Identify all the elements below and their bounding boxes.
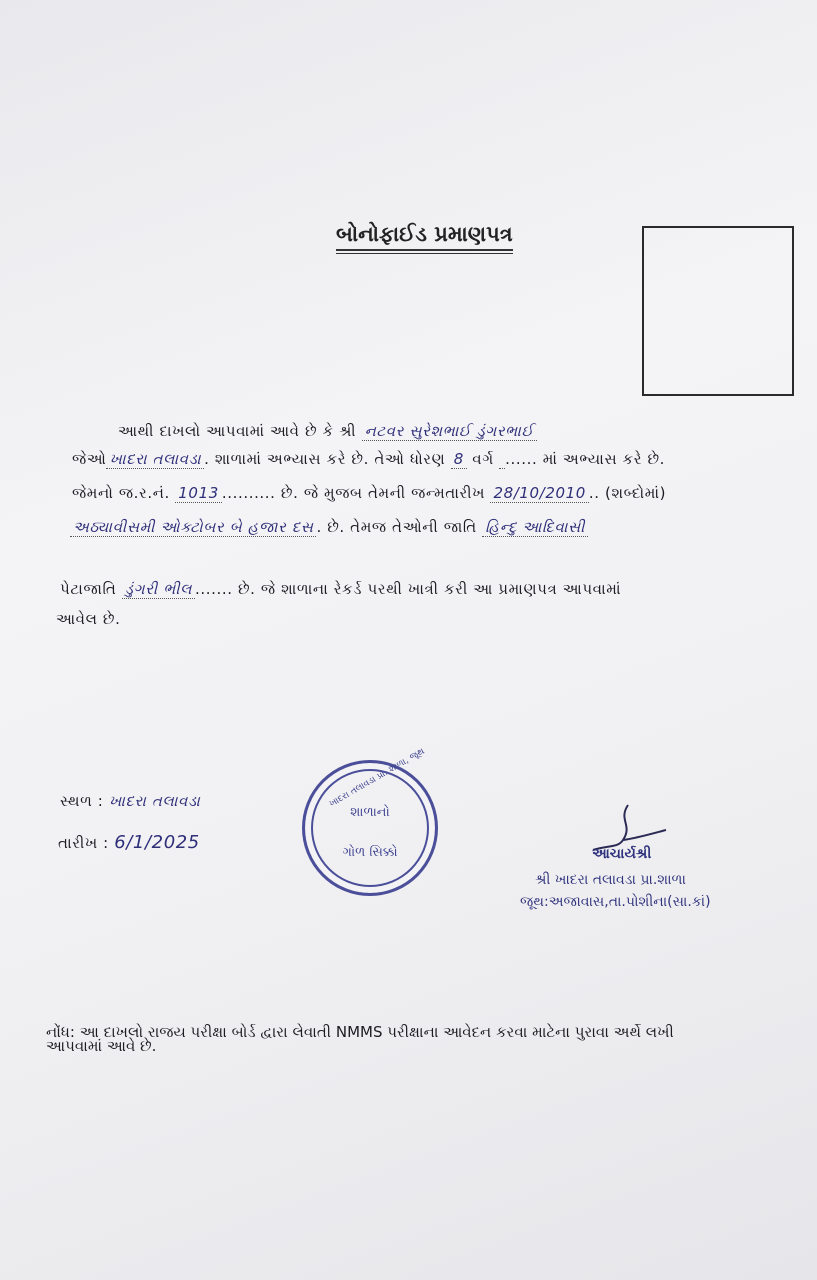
signatory-address: જૂથ:અજાવાસ,તા.પોશીના(સા.કાં) xyxy=(520,894,711,910)
place-row xyxy=(60,792,200,810)
line5-end: છે. જે શાળાના રેકર્ડ પરથી ખાત્રી કરી આ પ્રમાણપત્ર આપવામાં xyxy=(237,580,622,598)
dob-in-words: અઠ્યાવીસમી ઓક્ટોબર બે હજાર દસ xyxy=(70,518,316,537)
footer-note-line-2: આપવામાં આવે છે. xyxy=(46,1037,157,1055)
date-label: તારીખ : xyxy=(58,834,109,852)
photo-box xyxy=(642,226,794,396)
line3-prefix: જેમનો જ.ર.નં. xyxy=(72,484,170,502)
date-row xyxy=(58,832,200,853)
caste-value: હિન્દુ આદિવાસી xyxy=(482,518,588,537)
line2-mid: શાળામાં અભ્યાસ કરે છે. તેઓ ધોરણ xyxy=(214,450,446,468)
signatory-school: શ્રી ખાદરા તલાવડા પ્રા.શાળા xyxy=(535,872,686,888)
body-line-6: આવેલ છે. xyxy=(56,610,121,628)
body-line-3: જેમનો જ.ર.નં. 1013 .......... છે. જે મુજબ તેમની જન્મતારીખ 28/10/2010 .. (શબ્દોમાં) xyxy=(72,484,667,502)
division-value xyxy=(499,450,505,469)
stamp-line-2: ગોળ સિક્કો xyxy=(342,845,398,860)
line5-prefix: પેટાજાતિ xyxy=(60,580,117,598)
school-round-stamp xyxy=(302,746,438,896)
body-line-5: પેટાજાતિ ડુંગરી ભીલ ....... છે. જે શાળાના રેકર્ડ પરથી ખાત્રી કરી આ પ્રમાણપત્ર આપવામાં xyxy=(60,580,622,598)
signatory-title: આચાર્યશ્રી xyxy=(592,846,652,862)
school-name-handwritten: ખાદરા તલાવડા xyxy=(106,450,204,469)
line2-mid2: વર્ગ xyxy=(472,450,494,468)
line2-end: માં અભ્યાસ કરે છે. xyxy=(542,450,666,468)
line4-mid: છે. તેમજ તેઓની જાતિ xyxy=(327,518,477,536)
stamp-line-1: શાળાનો xyxy=(350,805,390,820)
line3-mid: છે. જે મુજબ તેમની જન્મતારીખ xyxy=(280,484,486,502)
line2-prefix: જેઓ xyxy=(72,450,107,468)
document-title: બોનોફાઈડ પ્રમાણપત્ર xyxy=(336,222,513,251)
stamp-ring-text: ખાદરા તલાવડા પ્રા. શાળા, જૂથ xyxy=(327,746,427,810)
standard-value: 8 xyxy=(451,450,467,469)
body-line-1 xyxy=(118,422,537,440)
line3-end: (શબ્દોમાં) xyxy=(605,484,667,502)
date-value: 6/1/2025 xyxy=(114,832,200,853)
gr-number: 1013 xyxy=(175,484,222,503)
place-label: સ્થળ : xyxy=(60,792,104,810)
line1-prefix: આથી દાખલો આપવામાં આવે છે કે શ્રી xyxy=(118,422,357,440)
date-of-birth: 28/10/2010 xyxy=(490,484,588,503)
place-value: ખાદરા તલાવડા xyxy=(108,792,201,810)
body-line-2: જેઓ ખાદરા તલાવડા . શાળામાં અભ્યાસ કરે છે. તેઓ ધોરણ 8 વર્ગ ...... માં અભ્યાસ કરે છે. xyxy=(72,450,666,468)
body-line-4: અઠ્યાવીસમી ઓક્ટોબર બે હજાર દસ . છે. તેમજ તેઓની જાતિ હિન્દુ આદિવાસી xyxy=(70,518,588,536)
footer-note-line-1: નોંધ: આ દાખલો રાજય પરીક્ષા બોર્ડ દ્વારા લેવાતી NMMS પરીક્ષાના આવેદન કરવા માટેના પુરાવા અર્થે લખી xyxy=(46,1023,674,1041)
student-name: નટવર સુરેશભાઈ ડુંગરભાઈ xyxy=(362,422,537,441)
subcaste-value: ડુંગરી ભીલ xyxy=(122,580,195,599)
